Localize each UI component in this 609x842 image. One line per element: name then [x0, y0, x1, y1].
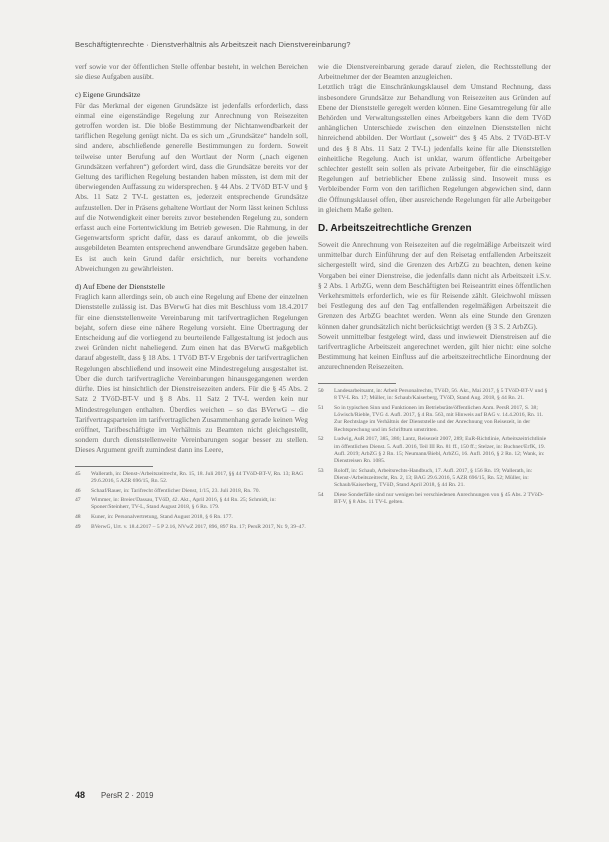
footnote-text: Landesarbeitsamt, in: Arbeit Personalrechts, TVöD, 56. Akt., Mai 2017, § 5 TVöD-BT-V und § 8 TV-L Rn. 17; Müller, in: Schaub/Kaiserberg, TVöD, Stand Aug. 2018, § 44 Rn. 21. [334, 387, 548, 401]
subsection-c-text: Für das Merkmal der eigenen Grundsätze ist jedenfalls erforderlich, dass einmal eine eigenständige Regelung zur Anrechnung von Reisezeiten getroffen worden ist. Die bloße Bestimmung der Nichtanwendbarkeit der tariflichen Regelung genügt nicht. Da es sich um „Grundsätze“ handeln soll, sind andere, abschließende generelle Bestimmungen zu fordern. Soweit teilweise unter Berufung auf den Wortlaut der Norm („nach eigenen Grundsätzen verfahren“) gefordert wird, dass die Grundsätze bereits vor der Geltung des tariflichen Regelung bestanden haben müssten, ist dem mit der überwiegenden Auffassung zu widersprechen. § 44 Abs. 2 TVöD BT-V und § Abs. 11 Satz 2 TV-L gestatten es, jederzeit entsprechende Grundsätze aufzustellen. Der in Präsens gehaltene Wortlaut der Norm lässt keinen Schluss auf die Notwendigkeit einer bereits zuvor bestehenden Regelung zu, sondern erfasst auch eine Fortentwicklung im Betrieb gewesen. Die Rahmung, in der Gegenwartsform spricht dafür, dass es darauf ankommt, ob die jeweils ausgebildeten Beamten entsprechend anwendbare Grundsätze gegeben haben. Es ist auch kein Grund dafür ersichtlich, nur bereits vorhandene Abweichungen zu gewährleisten. [75, 100, 308, 273]
footnote [318, 436, 551, 465]
footnote-text: Roloff, in: Schaub, Arbeitsrechts-Handbuch, 17. Aufl. 2017, § 156 Rn. 19; Wallerath, in: Dienst-/Arbeitszeitrecht, Rn. 2, 13; BAG 29.6.2016, 5 AZR 696/15, Rn. 52; Müller, in: Schaub/Kaiserberg, TVöD, Stand April 2018, § 44 Rn. 21. [334, 467, 533, 489]
footnote-text: Schaaf/Rauer, in: Tarifrecht öffentlicher Dienst, 1/15, 23. Juli 2018, Rn. 70. [91, 487, 260, 494]
footnote-number: 50 [318, 387, 324, 394]
footnote-number: 53 [318, 467, 324, 474]
footnote-text: So in typischen Sinn und Funktionen im Betriebsräte/öffentlichen Anm. PersR 2017, S. 38; Löwisch/Rieble, TVG 4. Aufl. 2017, § 4 Rn. 563, mit Hinweis auf BAG v. 14.4.2016, Rn. 11. Zur Rechtslage im Verhältnis der Dienststelle und der Anrechnung von Reisezeit, in der Rechtsprechung und im Schrifttum umstritten. [334, 404, 544, 433]
right-paragraph-3: Soweit die Anrechnung von Reisezeiten auf die regelmäßige Arbeitszeit wird unmittelbar durch Einführung der auf den Reisetag entfallenden Arbeitszeit sichergestellt wird, sind die Grenzen des ArbZG zu beachten, denen keine Vorgaben bei einer Dienstreise, die jedenfalls dann nicht als Arbeitszeit i.S.v. § 2 Abs. 1 ArbZG, wenn dem Beschäftigten bei Reiseantritt eines öffentlichen Verkehrsmittels erforderlich, wie es für Reisende zählt. Gleichwohl müssen bei Festlegung des auf den Tag entfallenden regelmäßigen Arbeitszeit die Grenzen des ArbZG beachtet werden. Wenn als eine Stunde den Grenzen können daher grundsätzlich nicht berücksichtigt werden (§ 3 S. 2 ArbZG). [318, 240, 551, 331]
footnote [75, 497, 308, 512]
footnote [318, 468, 551, 490]
subsection-c-title: c) Eigene Grundsätze [75, 90, 141, 100]
right-paragraph-4: Soweit unmittelbar festgelegt wird, dass und inwieweit Dienstreisen auf die tarifvertragliche Arbeitszeit angerechnet werden, gilt hier nicht: eine solche Bestimmung hat keinen Einfluss auf die arbeitszeitrechtliche Einordnung der anzurechnenden Reisezeiten. [318, 331, 551, 372]
footnote [75, 488, 308, 495]
footnote-number: 45 [75, 470, 81, 477]
subsection-d-text: Fraglich kann allerdings sein, ob auch eine Regelung auf Ebene der einzelnen Dienststelle zulässig ist. Das BVerwG hat dies mit Beschluss vom 18.4.2017 für eine dienststellenweite Vereinbarung mit tarifvertraglichen Regelungen bejaht, sofern diese eine nähere Regelung vorsieht. Eine Übertragung der Entscheidung auf die vorliegend zu beurteilende Fallgestaltung ist jedoch aus zwei Gründen nicht naheliegend. Zum einen hat das BVerwG maßgeblich darauf abgestellt, dass § 18 Abs. 1 TVöD BT-V Ergebnis der tarifvertraglichen Regelungen abschließend und insoweit eine Mindestregelung ausgestaltet ist. Über die durch tarifvertragliche Vereinbarungen hinausgegangenen werden dürfte. Dies ist hinsichtlich der Dienstreisezeiten anders. Für die § 45 Abs. 2 Satz 2 TVöD-BT-V und § 8 Abs. 11 Satz 2 TV-L werden kein nur Mindestregelungen enthalten. Überdies weichen – so das BVerwG – die Tarifvertragsparteien im tarifvertraglichen Zusammenhang gerade keinen Weg eröffnet, Tarifbeschäftigte im Verhältnis zu Beamten nicht gleichgestellt, sondern durch dienststellenweite Vereinbarungen sogar besser zu stellen. Dieses Argument greift zumindest dann ins Leere, [75, 292, 308, 455]
footnote [318, 388, 551, 403]
footnote-number: 51 [318, 404, 324, 411]
footnote [75, 524, 308, 531]
section-heading: D. Arbeitszeitrechtliche Grenzen [318, 223, 472, 235]
right-paragraph-1: wie die Dienstvereinbarung gerade darauf zielen, die Rechtsstellung der Arbeitnehmer der der Beamten anzugleichen. [318, 62, 551, 82]
footnote-text: BVerwG, Urt. v. 18.4.2017 – 5 P 2.16, NVwZ 2017, 896, 897 Rn. 17; PersR 2017, Nr. 9, 39–47. [91, 523, 306, 530]
footnote-number: 48 [75, 514, 81, 521]
right-column [318, 62, 551, 509]
footnote-text: Ludwig, AuR 2017, 385, 386; Lantz, Reisezeit 2007, 289; EuR-Richtlinie, Arbeitszeitrichtlinie im öffentlichen Dienst. 5. Aufl. 2016, Teil III Rn. 81 ff., 150 ff.; Stelzer, in: Buchner/ErfK, 19. Aufl. 2019; ArbZG § 2 Rn. 15; Neumann/Biebl, ArbZG, 16. Aufl. 2016, § 2 Rn. 12; Wank, in: Dienstreisen Rn. 1085. [334, 436, 547, 465]
footnote-text: Wimmer, in: Breier/Dassau, TVöD, 42. Akt., April 2016, § 44 Rn. 25; Schmidt, in: Sponer/Steinherr, TV-L, Stand August 2018, § 6 Rn. 179. [91, 497, 276, 511]
footnote-text: Wallerath, in: Dienst-/Arbeitszeitrecht, Rn. 15, 18. Juli 2017, §§ 44 TVöD-BT-V, Rn. 13; BAG 29.6.2016, 5 AZR 696/15, Rn. 52. [91, 470, 304, 484]
left-column [75, 62, 308, 534]
issue-label: PersR 2 · 2019 [101, 791, 154, 800]
footnote-text: Kuner, in: Personalvertretung, Stand August 2018, § 6 Rn. 177. [91, 514, 233, 521]
footnote-text: Diese Sonderfälle sind nur wenigen bei verschiedenen Anrechnungen von § 45 Abs. 2 TVöD-BT-V, § 8 Abs. 11 TV-L gelten. [334, 492, 544, 506]
footnote-number: 54 [318, 492, 324, 499]
footnote [75, 471, 308, 486]
footnote-divider [318, 383, 396, 384]
footnote-number: 47 [75, 497, 81, 504]
running-head: Beschäftigtenrechte · Dienstverhältnis als Arbeitszeit nach Dienstvereinbarung? [75, 40, 351, 49]
footnote [75, 514, 308, 521]
page-number: 48 [75, 790, 86, 800]
footnote-number: 46 [75, 487, 81, 494]
footnote-divider [75, 466, 153, 467]
footnote [318, 405, 551, 434]
left-footnotes [75, 471, 308, 532]
right-paragraph-2: Letztlich trägt die Einschränkungsklausel dem Umstand Rechnung, dass insbesondere Grundsätze zur Behandlung von Reisezeiten aus Gründen auf Ebene der Dienststelle geregelt werden können. Eine Gesamtregelung für alle Behörden und Verwaltungsstellen eines Arbeitgebers kann die dem TVöD anhänglichen Unterschiede zwischen den einzelnen Dienststellen nicht hinreichend abbilden. Der Wortlaut („soweit“ des § 45 Abs. 2 TVöD-BT-V und des § 8 Abs. 11 Satz 2 TV-L) jedenfalls keine für alle Dienststellen einheitliche Regelung. Auch ist unklar, warum öffentliche Arbeitgeber schlechter gestellt sein sollen als private Arbeitgeber, für die einschlägige Regelungen auf betrieblicher Ebene zulässig sind. Insoweit muss es Verbleibender Form von den tariflichen Regelungen abgewichen sind, dann die Öffnungsklausel offen, über ausreichende Regelungen für alle Arbeitgeber in gleichem Maße gelten. [318, 82, 551, 214]
intro-paragraph: verf sowie vor der öffentlichen Stelle offenbar besteht, in welchen Bereichen sie diese Aufgaben ausübt. [75, 62, 308, 82]
page-footer [75, 790, 153, 800]
footnote-number: 49 [75, 523, 81, 530]
subsection-d-title: d) Auf Ebene der Dienststelle [75, 282, 165, 292]
footnote [318, 492, 551, 507]
footnote-number: 52 [318, 436, 324, 443]
right-footnotes [318, 388, 551, 507]
